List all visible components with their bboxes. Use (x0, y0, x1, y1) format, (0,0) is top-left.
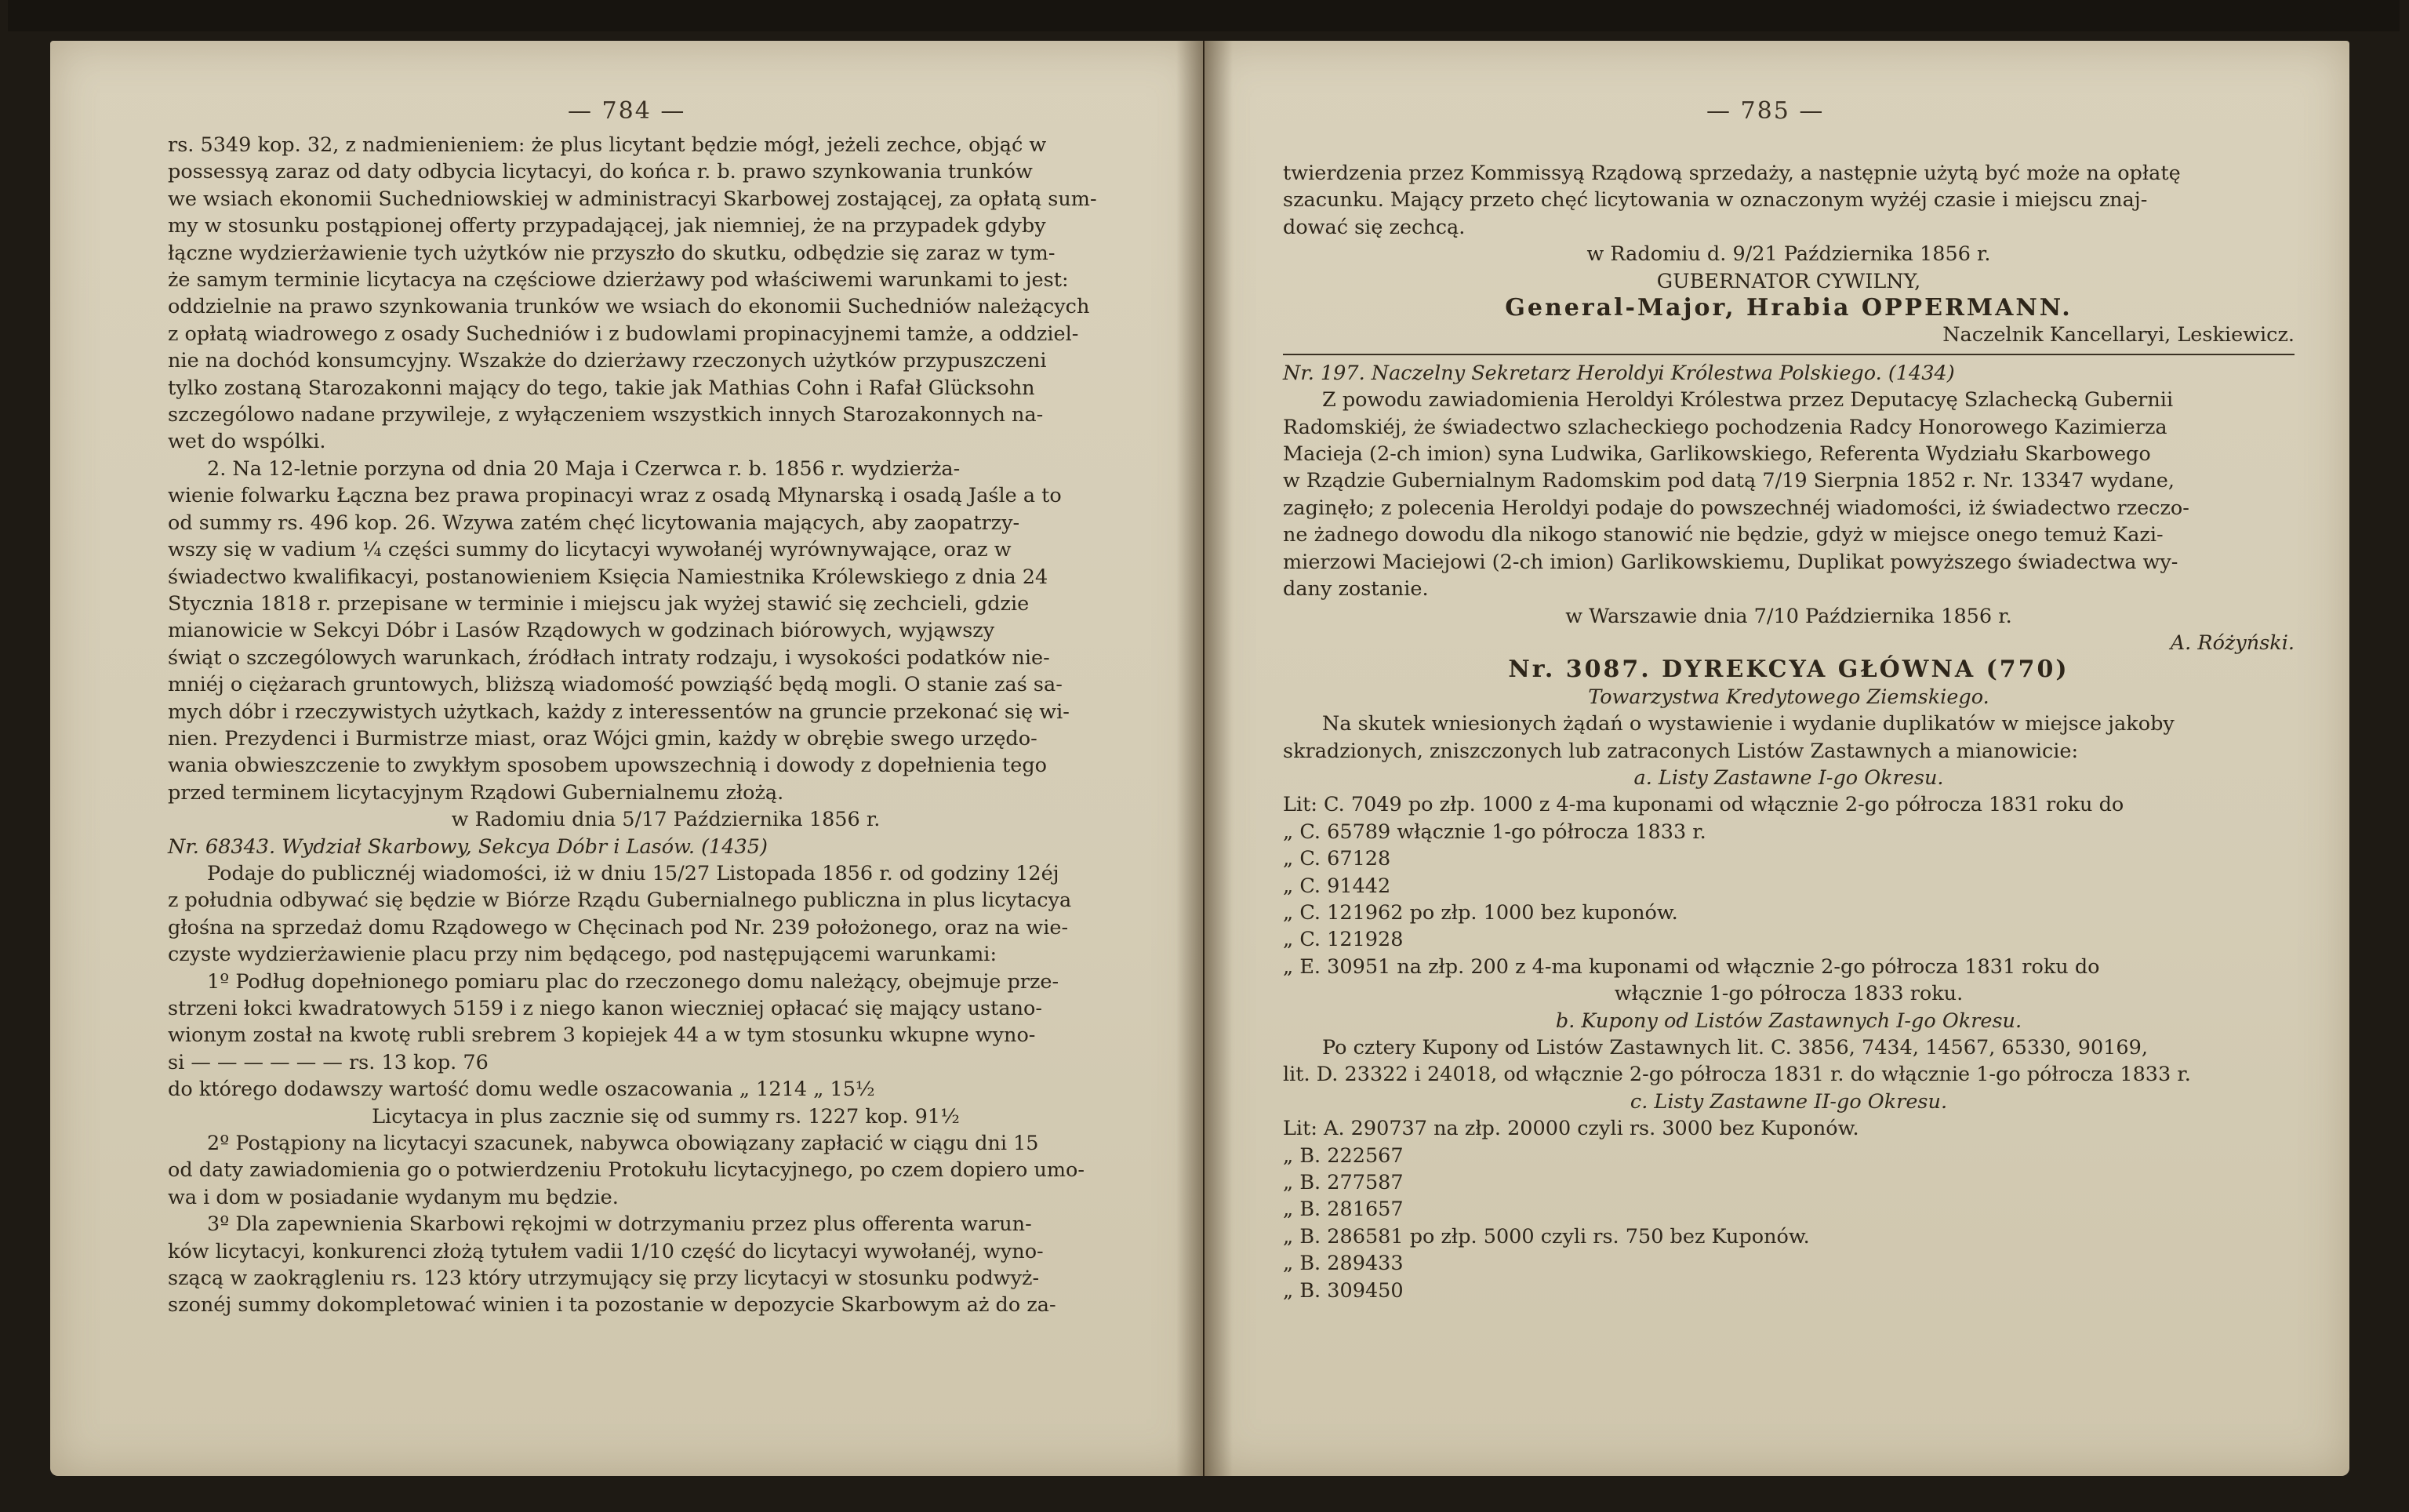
text-line: wszy się w vadium ¼ części summy do licytacyi wywołanéj wyrównywające, oraz w (168, 538, 1012, 562)
top-edge (8, 0, 2400, 31)
list-item: „ B. 222567 (1283, 1143, 1404, 1168)
text-line: szczególowo nadane przywileje, z wyłączeniem wszystkich innych Starozakonnych na- (168, 403, 1044, 427)
text-line: wa i dom w posiadanie wydanym mu będzie. (168, 1185, 619, 1209)
notice-heading: Nr. 68343. Wydział Skarbowy, Sekcya Dóbr i Lasów. (1435) (168, 834, 768, 859)
text-line: ków licytacyi, konkurenci złożą tytułem vadii 1/10 część do licytacyi wywołanéj, wyno- (168, 1239, 1044, 1263)
text-line: z południa odbywać się będzie w Biórze Rządu Gubernialnego publiczna in plus licytacya (168, 889, 1072, 913)
text-line: dować się zechcą. (1283, 215, 1466, 239)
text-line: od summy rs. 496 kop. 26. Wzywa zatém chęć licytowania mających, aby zaopatrzy- (168, 511, 1020, 535)
text-line: nie na dochód konsumcyjny. Wszakże do dzierżawy rzeczonych użytków przypuszczeni (168, 349, 1047, 373)
section-heading: a. Listy Zastawne I-go Okresu. (1633, 765, 1944, 790)
text-line: we wsiach ekonomii Suchedniowskiej w administracyi Skarbowej zostającej, za opłatą sum- (168, 187, 1097, 211)
text-line: wienie folwarku Łączna bez prawa propinacyi wraz z osadą Młynarską i osadą Jaśle a to (168, 484, 1062, 508)
text-line: wet do wspólki. (168, 430, 326, 454)
list-item: „ B. 309450 (1283, 1278, 1404, 1303)
text-line: mianowicie w Sekcyi Dóbr i Lasów Rządowych w godzinach biórowych, wyjąwszy (168, 619, 995, 643)
text-line: Podaje do publicznéj wiadomości, iż w dniu 15/27 Listopada 1856 r. od godziny 12éj (207, 861, 1059, 885)
date-line: w Radomiu dnia 5/17 Października 1856 r. (451, 808, 881, 832)
text-line: dany zostanie. (1283, 577, 1429, 602)
text-line: włącznie 1-go półrocza 1833 roku. (1614, 982, 1964, 1006)
date-line: w Radomiu d. 9/21 Października 1856 r. (1586, 242, 1991, 267)
text-line: 1º Podług dopełnionego pomiaru plac do rzeczonego domu należący, obejmuje prze- (207, 969, 1059, 994)
text-line: oddzielnie na prawo szynkowania trunków we wsiach do ekonomii Suchedniów należących (168, 295, 1090, 319)
signature-title: GUBERNATOR CYWILNY, (1656, 269, 1921, 293)
text-line: strzeni łokci kwadratowych 5159 i z niego kanon wieczniej opłacać się mający ustano- (168, 997, 1042, 1020)
text-line: rs. 5349 kop. 32, z nadmienieniem: że plus licytant będzie mógł, jeżeli zechce, objąć w (168, 133, 1047, 157)
text-line: wania obwieszczenie to zwykłym sposobem upowszechnią i dowody z dopełnienia tego (168, 754, 1048, 778)
text-line: possessyą zaraz od daty odbycia licytacyi, do końca r. b. prawo szynkowania trunków (168, 160, 1033, 184)
notice-subheading: Towarzystwa Kredytowego Ziemskiego. (1588, 685, 1989, 709)
text-line: czyste wydzierżawienie placu przy nim będącego, pod następującemi warunkami: (168, 943, 997, 967)
list-item: „ C. 65789 włącznie 1-go półrocza 1833 r. (1283, 820, 1706, 844)
text-line: świadectwo kwalifikacyi, postanowieniem Księcia Namiestnika Królewskiego z dnia 24 (168, 565, 1048, 589)
text-line: zaginęło; z polecenia Heroldyi podaje do powszechnéj wiadomości, iż świadectwo rzeczo- (1283, 496, 2189, 520)
section-heading: c. Listy Zastawne II-go Okresu. (1630, 1089, 1948, 1114)
text-line: skradzionych, zniszczonych lub zatraconych Listów Zastawnych a mianowicie: (1283, 739, 2079, 763)
text-line: lit. D. 23322 i 24018, od włącznie 2-go półrocza 1831 r. do włącznie 1-go półrocza 1833 r. (1283, 1063, 2191, 1087)
text-line: 2. Na 12-letnie porzyna od dnia 20 Maja i Czerwca r. b. 1856 r. wydzierża- (207, 456, 961, 481)
text-line: świąt o szczególowych warunkach, źródłach intraty rodzaju, i wysokości podatków nie- (168, 645, 1050, 670)
text-line: wionym został na kwotę rubli srebrem 3 kopiejek 44 a w tym stosunku wkupne wyno- (168, 1023, 1036, 1048)
notice-heading: Nr. 3087. DYREKCYA GŁÓWNA (770) (1508, 656, 2069, 684)
right-page (1204, 41, 2349, 1476)
text-line: że samym terminie licytacya na częściowe dzierżawy pod właściwemi warunkami to jest: (168, 268, 1069, 293)
text-line: do którego dodawszy wartość domu wedle oszacowania „ 1214 „ 15½ (168, 1078, 875, 1102)
text-line: Licytacya in plus zacznie się od summy rs. 1227 kop. 91½ (372, 1104, 960, 1129)
left-page (50, 41, 1203, 1476)
notice-heading: Nr. 197. Naczelny Sekretarz Heroldyi Królestwa Polskiego. (1434) (1283, 361, 1955, 385)
text-line: nien. Prezydenci i Burmistrze miast, oraz Wójci gmin, każdy w obrębie swego urzędo- (168, 726, 1037, 751)
text-line: mierzowi Maciejowi (2-ch imion) Garlikowskiemu, Duplikat powyższego świadectwa wy- (1283, 550, 2178, 574)
left-page-text (168, 132, 1164, 1319)
list-item: „ C. 121962 po złp. 1000 bez kuponów. (1283, 900, 1678, 925)
text-line: 2º Postąpiony na licytacyi szacunek, nabywca obowiązany zapłacić w ciągu dni 15 (207, 1132, 1039, 1156)
date-line: w Warszawie dnia 7/10 Października 1856 r. (1565, 604, 2012, 628)
text-line: Macieja (2-ch imion) syna Ludwika, Garlikowskiego, Referenta Wydziału Skarbowego (1283, 442, 2151, 467)
text-line: si — — — — — — rs. 13 kop. 76 (168, 1050, 489, 1074)
text-line: szacunku. Mający przeto chęć licytowania w oznaczonym wyżéj czasie i miejscu znaj- (1283, 188, 2148, 213)
text-line: w Rządzie Gubernialnym Radomskim pod datą 7/19 Sierpnia 1852 r. Nr. 13347 wydane, (1283, 469, 2175, 493)
list-item: „ C. 121928 (1283, 928, 1404, 952)
text-line: głośna na sprzedaż domu Rządowego w Chęcinach pod Nr. 239 położonego, oraz na wie- (168, 915, 1069, 940)
text-line: Stycznia 1818 r. przepisane w terminie i miejscu jak wyżej stawić się zechcieli, gdzie (168, 591, 1030, 616)
page-number-left: — 784 — (568, 97, 686, 125)
right-page-text (1283, 160, 2295, 1304)
text-line: Na skutek wniesionych żądań o wystawienie i wydanie duplikatów w miejsce jakoby (1322, 712, 2175, 736)
text-line: od daty zawiadomienia go o potwierdzeniu Protokułu licytacyjnego, po czem dopiero umo- (168, 1158, 1085, 1183)
text-line: mniéj o ciężarach gruntowych, bliższą wiadomość powziąść będą mogli. O stanie zaś sa- (168, 673, 1063, 697)
signature-name: General-Major, Hrabia OPPERMANN. (1505, 294, 2073, 322)
list-item: Lit: A. 290737 na złp. 20000 czyli rs. 3000 bez Kuponów. (1283, 1117, 1859, 1141)
page-number-right: — 785 — (1706, 97, 1825, 125)
section-heading: b. Kupony od Listów Zastawnych I-go Okresu. (1555, 1009, 2022, 1033)
signature-chancellery: Naczelnik Kancellaryi, Leskiewicz. (1942, 323, 2295, 347)
list-item: Lit: C. 7049 po złp. 1000 z 4-ma kuponami od włącznie 2-go półrocza 1831 roku do (1283, 793, 2124, 817)
list-item: „ C. 67128 (1283, 847, 1391, 871)
text-line: łączne wydzierżawienie tych użytków nie przyszło do skutku, odbędzie się zaraz w tym- (168, 241, 1056, 265)
list-item: „ B. 281657 (1283, 1198, 1404, 1222)
list-item: „ B. 277587 (1283, 1171, 1404, 1195)
divider (1283, 354, 2295, 355)
text-line: Z powodu zawiadomienia Heroldyi Królestwa przez Deputacyę Szlachecką Gubernii (1322, 388, 2174, 413)
text-line: ne żadnego dowodu dla nikogo stanowić nie będzie, gdyż w miejsce onego temuż Kazi- (1283, 523, 2164, 547)
text-line: przed terminem licytacyjnym Rządowi Gubernialnemu złożą. (168, 780, 784, 805)
list-item: „ B. 286581 po złp. 5000 czyli rs. 750 bez Kuponów. (1283, 1224, 1810, 1248)
list-item: „ E. 30951 na złp. 200 z 4-ma kuponami od włącznie 2-go półrocza 1831 roku do (1283, 954, 2100, 979)
text-line: mych dóbr i rzeczywistych użytkach, każdy z interessentów na gruncie przekonać się wi- (168, 700, 1070, 724)
text-line: Po cztery Kupony od Listów Zastawnych lit. C. 3856, 7434, 14567, 65330, 90169, (1322, 1036, 2148, 1059)
text-line: twierdzenia przez Kommissyą Rządową sprzedaży, a następnie użytą być może na opłatę (1283, 162, 2181, 185)
text-line: tylko zostaną Starozakonni mający do tego, takie jak Mathias Cohn i Rafał Glücksohn (168, 376, 1035, 400)
text-line: Radomskiéj, że świadectwo szlacheckiego pochodzenia Radcy Honorowego Kazimierza (1283, 415, 2167, 439)
book-gutter (1176, 41, 1233, 1476)
text-line: my w stosunku postąpionej offerty przypadającej, jak niemniej, że na przypadek gdyby (168, 214, 1046, 238)
text-line: szonéj summy dokompletować winien i ta pozostanie w depozycie Skarbowym aż do za- (168, 1293, 1056, 1318)
text-line: szącą w zaokrągleniu rs. 123 który utrzymujący się przy licytacyi w stosunku podwyż- (168, 1267, 1040, 1291)
text-line: 3º Dla zapewnienia Skarbowi rękojmi w dotrzymaniu przez plus offerenta warun- (207, 1212, 1032, 1237)
list-item: „ B. 289433 (1283, 1252, 1404, 1276)
list-item: „ C. 91442 (1283, 874, 1391, 898)
text-line: z opłatą wiadrowego z osady Suchedniów i z budowlami propinacyjnemi tamże, a oddziel- (168, 322, 1079, 346)
signature-name: A. Różyński. (2170, 631, 2295, 655)
